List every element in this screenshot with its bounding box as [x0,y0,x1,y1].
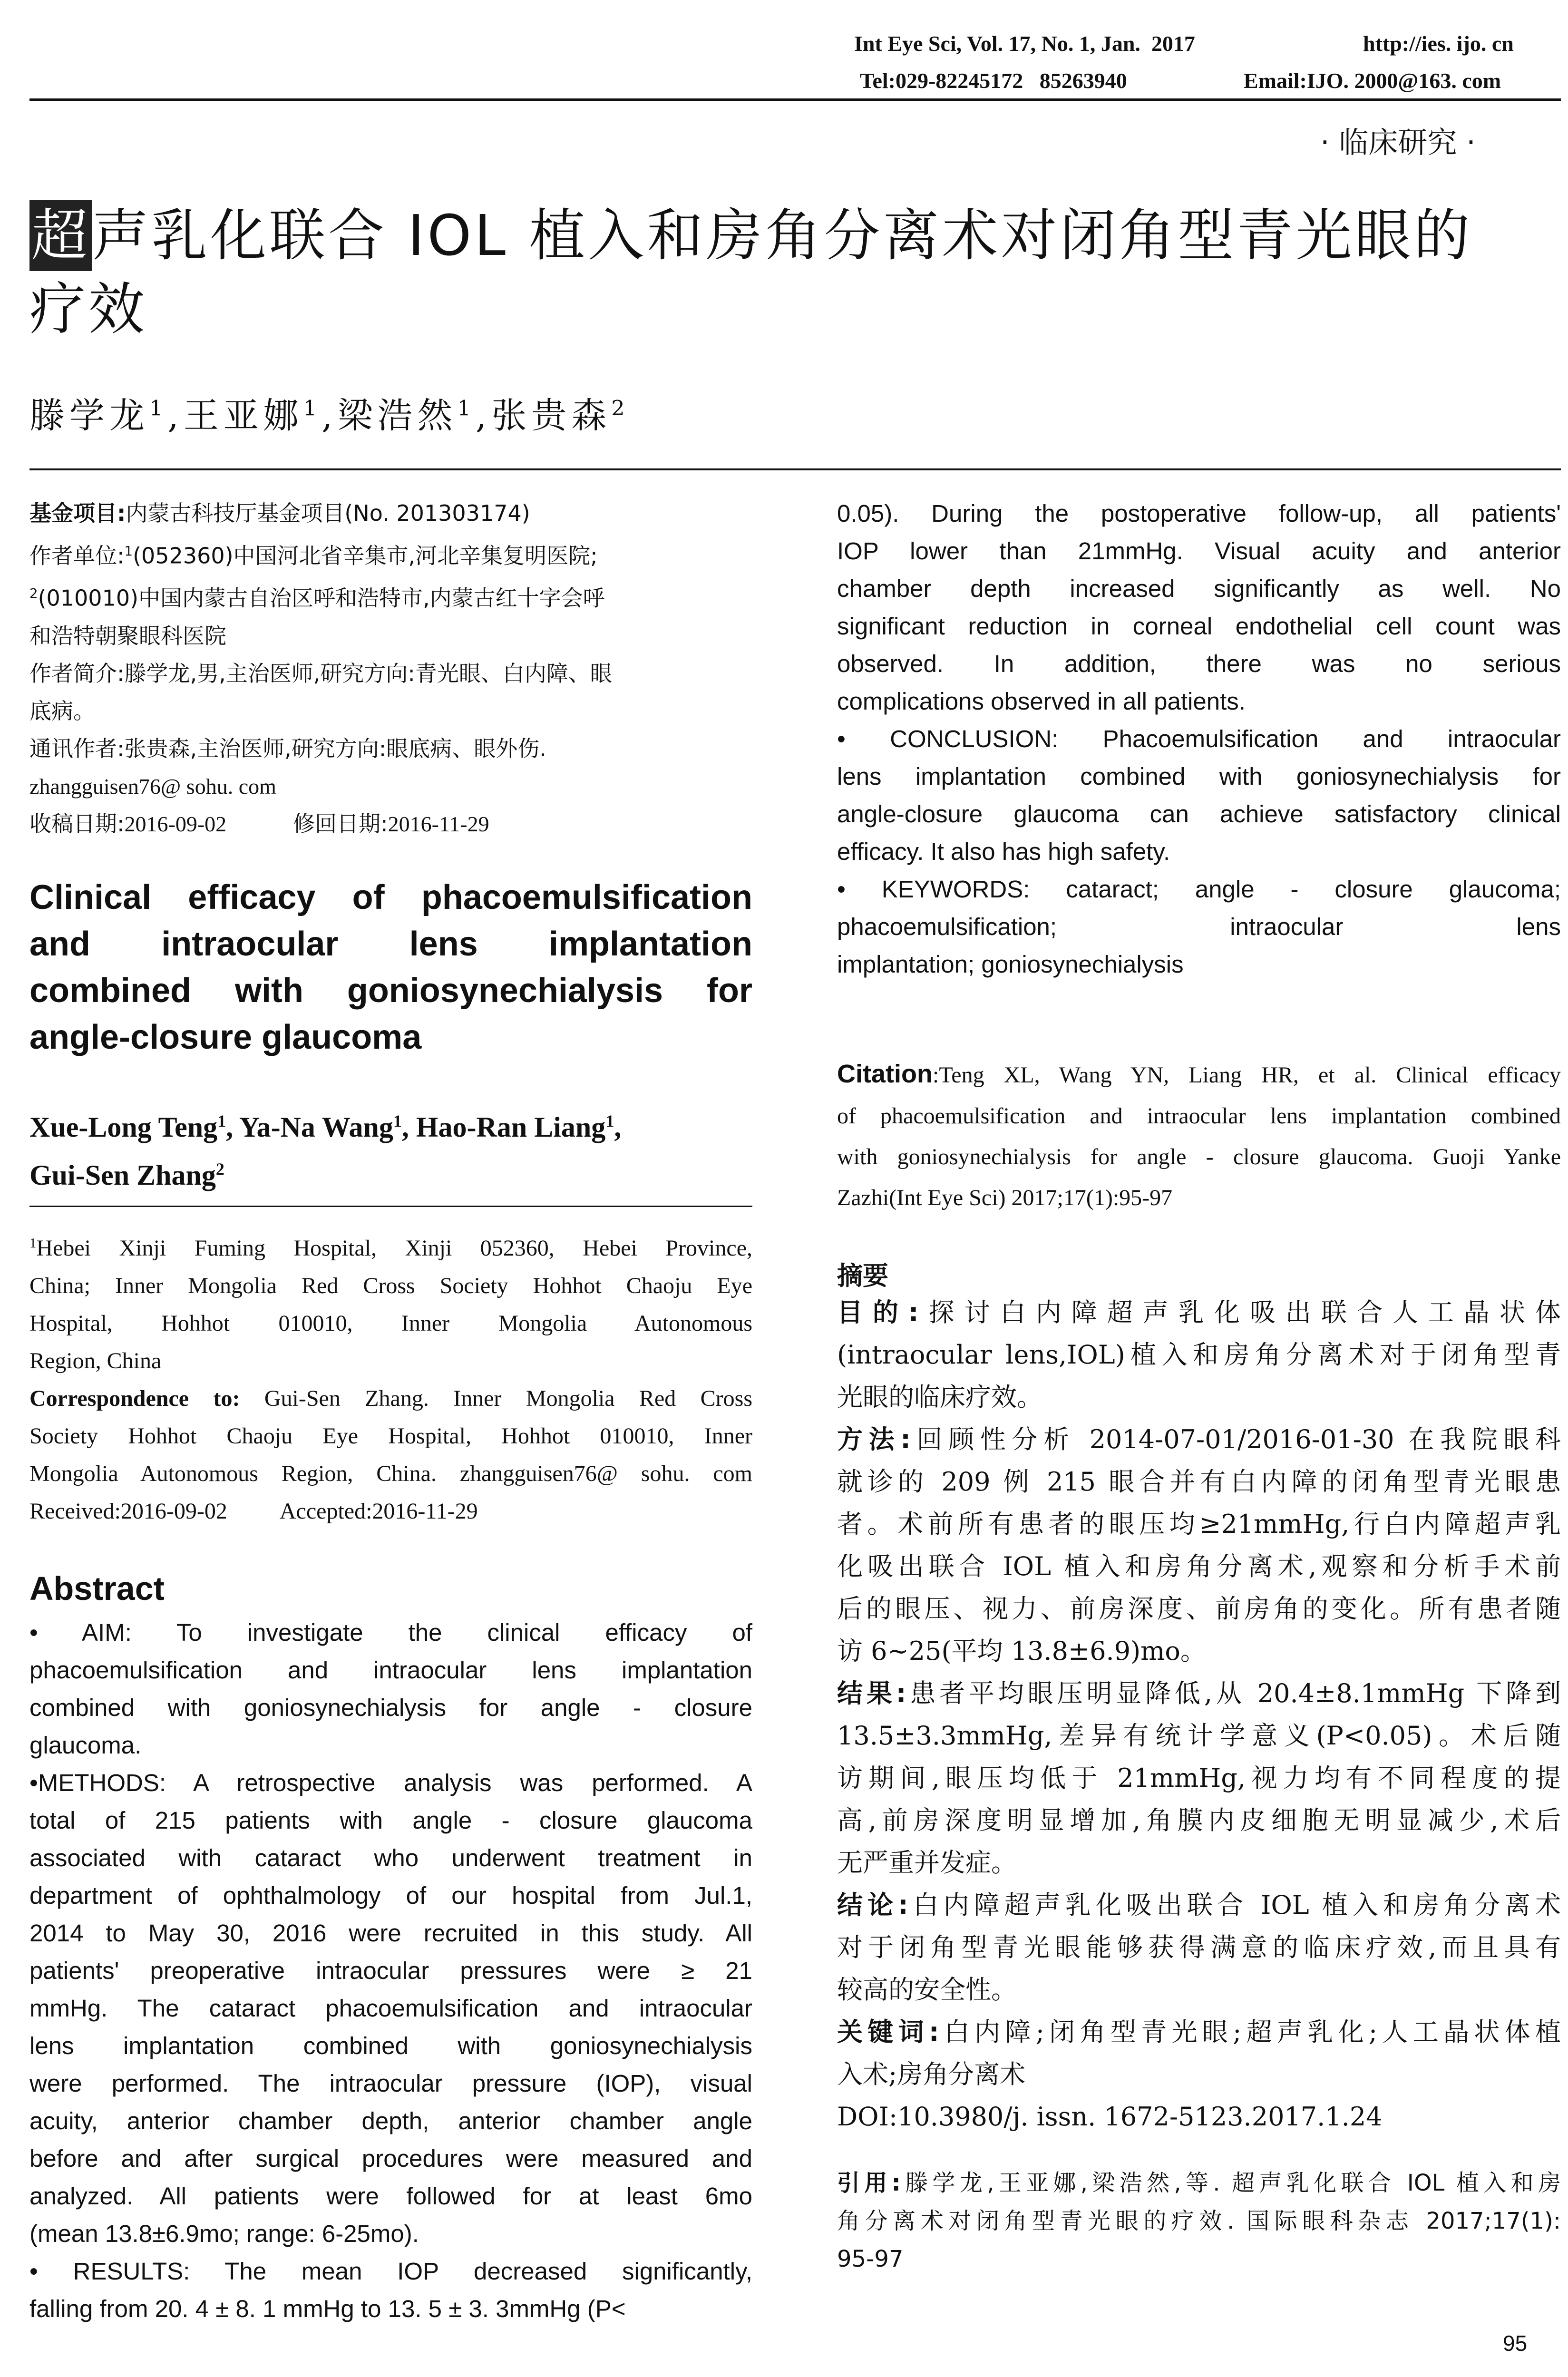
cn-abstract-line: 者。术前所有患者的眼压均≥21mmHg,行白内障超声乳 [837,1509,1561,1539]
accepted-en: Accepted:2016-11-29 [279,1499,478,1524]
affiliation-line: China; Inner Mongolia Red Cross Society Hohhot Chaoju Eye [29,1273,752,1298]
doi[interactable]: DOI:10.3980/j. issn. 1672-5123.2017.1.24 [837,2102,1383,2132]
received-date: 2016-09-02 [124,811,227,836]
en-author[interactable]: Hao-Ran Liang [416,1111,606,1143]
abstract-line: • RESULTS: The mean IOP decreased significantly, [29,2258,752,2285]
abstract-line: acuity, anterior chamber depth, anterior chamber angle [29,2107,752,2134]
en-title-line: angle-closure glaucoma [29,1018,422,1056]
abstract-line: IOP lower than 21mmHg. Visual acuity and anterior [837,537,1561,565]
author-sup: 1 [393,1111,402,1130]
author-sup: 1 [457,396,476,421]
affiliation: $^1$Hebei Xinji Fuming Hospital, Xinji 052360, Hebei Province, China; Inner Mongolia Red Cross Society Hohhot Chaoju Eye Hospital, Hohhot 010010, Inner Mongolia Autonomous Region, China Correspondence to: Gui-Sen Zhang. Inner Mongolia Red Cross Society Hohhot Chaoju Eye Hospital, Hohhot 010010, Inner Mongolia Autonomous Region, China. zhangguisen76@ sohu. com Received:2016-09-02 Accepted:2016-11-29 [29,1236,753,1524]
cn-abstract-line: 就诊的 209 例 215 眼合并有白内障的闭角型青光眼患 [837,1467,1561,1497]
intro-text: 滕学龙,男,主治医师,研究方向:青光眼、白内障、眼 [124,660,612,686]
cn-abstract-label: 方法: [837,1424,911,1454]
cn-abstract-line: 目的:探讨白内障超声乳化吸出联合人工晶状体 [837,1297,1561,1327]
cn-citation [837,2164,1561,2278]
cn-abstract-line: 光眼的临床疗效。 [837,1382,1042,1412]
intro-label: 作者简介: [29,660,125,686]
affiliation-line: Region, China [29,1348,162,1374]
cn-abstract-heading: 摘要 [837,1261,888,1291]
en-authors: Xue-Long Teng$^1$, Ya-Na Wang$^1$, Hao-Ran Liang$^1$, Gui-Sen Zhang$^2$ [29,1111,622,1191]
unit-label: 作者单位: [29,543,125,569]
journal-tel: Tel:029-82245172 85263940 [860,68,1127,93]
abstract-line: patients' preoperative intraocular pressures were ≥ 21 [29,1957,752,1984]
abstract-line: associated with cataract who underwent treatment in [29,1844,752,1871]
author-cn[interactable]: 王亚娜 [183,395,303,436]
fund-text: 内蒙古科技厅基金项目(No. 201303174) [126,500,530,526]
abstract-line: angle-closure glaucoma can achieve satisfactory clinical [837,800,1561,828]
cn-citation-line: 角分离术对闭角型青光眼的疗效. 国际眼科杂志 2017;17(1): [837,2208,1561,2234]
abstract-line: glaucoma. [29,1732,142,1759]
unit-text: (010010)中国内蒙古自治区呼和浩特市,内蒙古红十字会呼 [38,585,605,611]
abstract-line: before and after surgical procedures were measured and [29,2145,752,2172]
citation-line: of phacoemulsification and intraocular lens implantation combined [837,1103,1561,1129]
abstract-line: • CONCLUSION: Phacoemulsification and intraocular [837,725,1561,752]
corr-label: 通讯作者: [29,735,125,761]
cn-citation-line: 95-97 [837,2246,904,2272]
citation-line: Zazhi(Int Eye Sci) 2017;17(1):95-97 [837,1185,1173,1210]
author-cn[interactable]: 张贵森 [491,395,612,436]
unit-text: 和浩特朝聚眼科医院 [29,623,226,649]
author-sup: 2 [215,1159,224,1179]
fund-label: 基金项目: [29,500,126,526]
citation [837,1053,1561,1218]
author-sup: 1 [149,396,168,421]
cn-abstract-line: 高,前房深度明显增加,角膜内皮细胞无明显减少,术后 [837,1805,1561,1835]
en-title-line: combined with goniosynechialysis for [29,972,752,1010]
abstract-line: (mean 13.8±6.9mo; range: 6-25mo). [29,2220,419,2247]
cn-abstract-line: 关键词:白内障;闭角型青光眼;超声乳化;人工晶状体植 [837,2017,1561,2047]
journal-email[interactable]: Email:IJO. 2000@163. com [1244,68,1501,93]
correspondence-line[interactable]: Mongolia Autonomous Region, China. zhangguisen76@ sohu. com [29,1461,752,1486]
correspondence-line: Society Hohhot Chaoju Eye Hospital, Hohhot 010010, Inner [29,1423,752,1449]
citation-label: Citation [837,1060,933,1088]
cn-abstract-line: 结论:白内障超声乳化吸出联合 IOL 植入和房角分离术 [837,1890,1561,1920]
page-number: 95 [1503,2331,1528,2356]
cn-abstract-line: 对于闭角型青光眼能够获得满意的临床疗效,而且具有 [837,1932,1561,1962]
received-label: 收稿日期: [29,810,125,837]
en-title-line: and intraocular lens implantation [29,925,752,963]
cn-abstract-line: 访期间,眼压均低于 21mmHg,视力均有不同程度的提 [837,1763,1561,1793]
affiliation-line: Hospital, Hohhot 010010, Inner Mongolia Autonomous [29,1311,752,1336]
cn-abstract [837,1291,1561,2138]
en-author[interactable]: Xue-Long Teng [29,1111,218,1143]
title-line1: 声乳化联合 IOL 植入和房角分离术对闭角型青光眼的 [92,203,1473,268]
abstract-line: were performed. The intraocular pressure (IOP), visual [29,2070,752,2097]
abstract-line: phacoemulsification; intraocular lens [837,913,1561,940]
title-line2: 疗效 [29,276,148,342]
author-cn[interactable]: 滕学龙 [29,395,149,436]
corr-text: 张贵森,主治医师,研究方向:眼底病、眼外伤. [124,735,546,761]
revised-date: 2016-11-29 [388,811,489,836]
abstract-line: lens implantation combined with goniosynechialysis for [837,763,1561,790]
unit-text: (052360)中国河北省辛集市,河北辛集复明医院; [133,543,598,569]
cn-abstract-line: 13.5±3.3mmHg,差异有统计学意义(P<0.05)。术后随 [837,1721,1561,1751]
article-meta: 基金项目:内蒙古科技厅基金项目(No. 201303174) 作者单位:$^1$(052360)中国河北省辛集市,河北辛集复明医院; $^2$(010010)中国内蒙古自治区呼和浩特市,内蒙古红十字会呼 和浩特朝聚眼科医院 作者简介:滕学龙,男,主治医师,研究方向:青光眼、白内障、眼 底病。 通讯作者:张贵森,主治医师,研究方向:眼底病、眼外伤. zhangguisen76@ sohu. com 收稿日期:2016-09-02 修回日期:2016-11-29 [29,495,752,843]
author-sup: 2 [611,396,630,421]
abstract-line: efficacy. It also has high safety. [837,838,1170,865]
abstract-line: 0.05). During the postoperative follow-up, all patients' [837,500,1561,527]
abstract-line: department of ophthalmology of our hospital from Jul.1, [29,1882,752,1909]
abstract-line: analyzed. All patients were followed for at least 6mo [29,2182,752,2210]
correspondence-label: Correspondence to: [29,1386,240,1411]
cn-abstract-line: 无严重并发症。 [837,1848,1017,1878]
authors-cn: 滕学龙$^1$,王亚娜$^1$,梁浩然$^1$,张贵森$^2$ [29,395,630,436]
cn-abstract-line: 访 6~25(平均 13.8±6.9)mo。 [837,1636,1206,1666]
cn-abstract-label: 结果: [837,1678,906,1708]
cn-abstract-line: 较高的安全性。 [837,1975,1017,2005]
journal-info: Int Eye Sci, Vol. 17, No. 1, Jan. 2017 [854,31,1195,56]
title-first-char: 超 [29,200,92,271]
cn-abstract-line: 结果:患者平均眼压明显降低,从 20.4±8.1mmHg 下降到 [837,1678,1561,1708]
author-sup: 1 [217,1111,226,1130]
page-title [29,200,1472,271]
section-label: · 临床研究 · [1320,125,1476,160]
abstract-line: combined with goniosynechialysis for angle - closure [29,1694,752,1721]
cn-citation-label: 引用: [837,2170,901,2196]
abstract-line: complications observed in all patients. [837,688,1246,715]
cn-abstract-line: 后的眼压、视力、前房深度、前房角的变化。所有患者随 [837,1594,1561,1624]
journal-url[interactable]: http://ies. ijo. cn [1363,31,1514,56]
affiliation-line: Hebei Xinji Fuming Hospital, Xinji 052360, Hebei Province, [36,1236,752,1261]
abstract-line: • AIM: To investigate the clinical efficacy of [29,1619,752,1646]
affiliation-rule [29,1206,752,1207]
abstract-line: observed. In addition, there was no serious [837,650,1561,677]
abstract-line: implantation; goniosynechialysis [837,951,1184,978]
cn-abstract-line: 入术;房角分离术 [837,2059,1026,2089]
author-sup: 1 [605,1111,614,1130]
author-cn[interactable]: 梁浩然 [337,395,458,436]
citation-line: with goniosynechialysis for angle - closure glaucoma. Guoji Yanke [837,1144,1561,1169]
abstract-line: mmHg. The cataract phacoemulsification and intraocular [29,1995,752,2022]
abstract-left [29,1614,752,2328]
corr-email[interactable]: zhangguisen76@ sohu. com [29,774,276,799]
en-title [29,874,752,1061]
authors-rule [29,468,1561,470]
abstract-line: 2014 to May 30, 2016 were recruited in this study. All [29,1919,752,1947]
author-sup: 1 [303,396,322,421]
abstract-line: falling from 20. 4 ± 8. 1 mmHg to 13. 5 ± 3. 3mmHg (P< [29,2295,626,2322]
cn-abstract-label: 关键词: [837,2017,939,2047]
intro-text: 底病。 [29,698,95,724]
citation-line: :Teng XL, Wang YN, Liang HR, et al. Clinical efficacy [932,1062,1561,1088]
received-en: Received:2016-09-02 [29,1499,227,1524]
en-title-line: Clinical efficacy of phacoemulsification [29,878,752,916]
cn-abstract-line: 化吸出联合 IOL 植入和房角分离术,观察和分析手术前 [837,1551,1561,1581]
abstract-line: • KEYWORDS: cataract; angle - closure glaucoma; [837,876,1561,903]
cn-abstract-label: 结论: [837,1890,908,1920]
abstract-line: significant reduction in corneal endothelial cell count was [837,613,1561,640]
en-author[interactable]: Gui-Sen Zhang [29,1159,216,1191]
cn-abstract-line: (intraocular lens,IOL)植入和房角分离术对于闭角型青 [837,1340,1561,1370]
abstract-right [837,495,1561,983]
cn-citation-line: 引用:滕学龙,王亚娜,梁浩然,等. 超声乳化联合 IOL 植入和房 [837,2170,1561,2196]
abstract-line: total of 215 patients with angle - closure glaucoma [29,1807,752,1834]
abstract-heading: Abstract [29,1570,165,1607]
en-author[interactable]: Ya-Na Wang [239,1111,393,1143]
cn-abstract-label: 目的: [837,1297,919,1327]
abstract-line: phacoemulsification and intraocular lens implantation [29,1656,752,1684]
abstract-line: •METHODS: A retrospective analysis was performed. A [29,1769,752,1796]
correspondence-line: Gui-Sen Zhang. Inner Mongolia Red Cross [240,1386,753,1411]
revised-label: 修回日期: [293,810,388,837]
abstract-line: chamber depth increased significantly as well. No [837,575,1561,602]
header-rule [29,98,1561,101]
cn-abstract-line: 方法:回顾性分析 2014-07-01/2016-01-30 在我院眼科 [837,1424,1561,1454]
abstract-line: lens implantation combined with goniosynechialysis [29,2032,752,2059]
